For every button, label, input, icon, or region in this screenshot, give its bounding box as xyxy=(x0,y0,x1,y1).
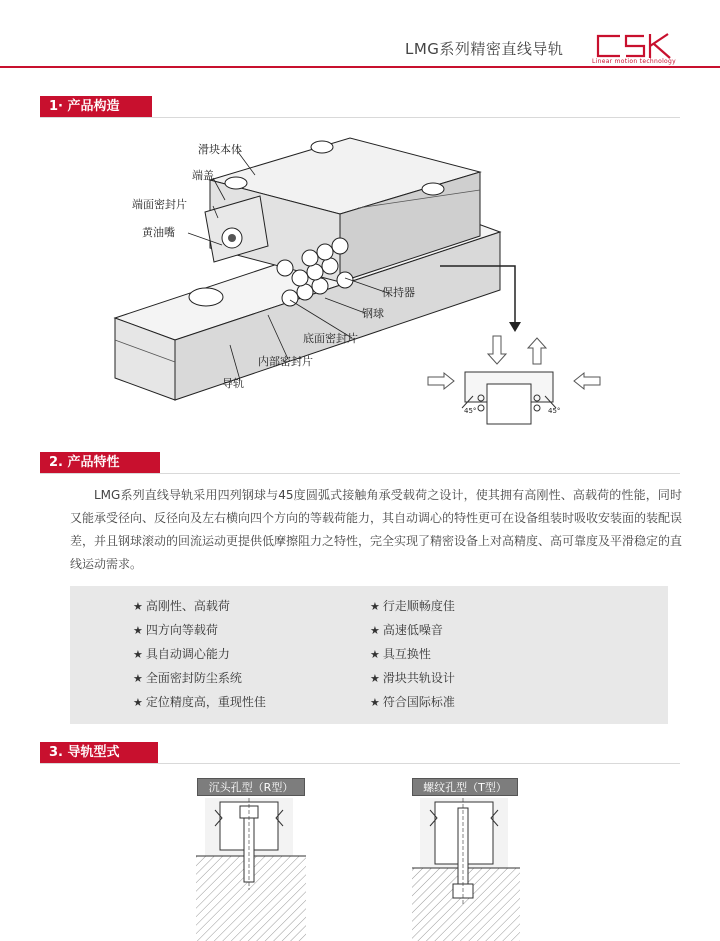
star-icon: ★ xyxy=(133,672,143,685)
callout-grease-nipple: 黄油嘴 xyxy=(142,226,175,239)
star-icon: ★ xyxy=(370,696,380,709)
feature-item: ★ 定位精度高，重现性佳 xyxy=(133,695,266,709)
section-structure-title: 1· 产品构造 xyxy=(40,96,152,118)
features-paragraph xyxy=(70,484,682,576)
star-icon: ★ xyxy=(370,600,380,613)
feature-item: ★ 行走顺畅度佳 xyxy=(370,599,455,613)
arrow-head-icon xyxy=(509,322,521,332)
section-rail-types-title: 3. 导轨型式 xyxy=(40,742,158,764)
callout-retainer: 保持器 xyxy=(382,286,415,299)
star-icon: ★ xyxy=(370,624,380,637)
star-icon: ★ xyxy=(370,672,380,685)
feature-item: ★ 具互换性 xyxy=(370,647,431,661)
feature-item: ★ 全面密封防尘系统 xyxy=(133,671,242,685)
callout-angle-left: 45° xyxy=(464,407,477,415)
callout-rail: 导轨 xyxy=(222,377,244,390)
r-type-drawing xyxy=(196,798,306,941)
features-text: LMG系列直线导轨采用四列钢球与45度圆弧式接触角承受载荷之设计，使其拥有高刚性、高载荷的性能，同时又能承受径向、反径向及左右横向四个方向的等载荷能力，其自动调心的特性更可在设备组装时吸收安装面的装配误差，并且钢球滚动的回流运动更提供低摩擦阻力之特性，完全实现了精密设备上对高精度、高可靠度及平滑稳定的直线运动需求。 xyxy=(70,488,683,571)
star-icon: ★ xyxy=(133,696,143,709)
star-icon: ★ xyxy=(133,600,143,613)
block-hole xyxy=(422,183,444,195)
rail-hole xyxy=(189,288,223,306)
section-divider xyxy=(40,763,680,764)
feature-item: ★ 高刚性、高载荷 xyxy=(133,599,230,613)
callout-slider-body: 滑块本体 xyxy=(198,143,242,156)
r-type-label: 沉头孔型（R型） xyxy=(197,778,305,796)
block-hole xyxy=(225,177,247,189)
feature-item: ★ 符合国际标准 xyxy=(370,695,455,709)
feature-item: ★ 具自动调心能力 xyxy=(133,647,230,661)
t-type-label: 螺纹孔型（T型） xyxy=(412,778,518,796)
page-title: LMG系列精密直线导轨 xyxy=(405,40,564,58)
cross-section-view xyxy=(462,372,556,424)
callout-end-seal: 端面密封片 xyxy=(132,198,187,211)
callout-angle-right: 45° xyxy=(548,407,561,415)
callout-steel-ball: 钢球 xyxy=(362,307,384,320)
callout-end-cap: 端盖 xyxy=(192,169,214,182)
linear-guide-diagram xyxy=(0,0,720,440)
t-type-drawing xyxy=(412,798,520,941)
block-hole xyxy=(311,141,333,153)
star-icon: ★ xyxy=(133,624,143,637)
feature-item: ★ 高速低噪音 xyxy=(370,623,443,637)
callout-bottom-seal: 底面密封片 xyxy=(303,332,358,345)
rail-type-drawings xyxy=(0,790,720,941)
star-icon: ★ xyxy=(133,648,143,661)
feature-item: ★ 滑块共轨设计 xyxy=(370,671,455,685)
section-features-title: 2. 产品特性 xyxy=(40,452,160,474)
brand-tagline: Linear motion technology xyxy=(592,58,676,65)
section-divider xyxy=(40,473,680,474)
callout-inner-seal: 内部密封片 xyxy=(258,355,313,368)
star-icon: ★ xyxy=(370,648,380,661)
feature-item: ★ 四方向等载荷 xyxy=(133,623,218,637)
